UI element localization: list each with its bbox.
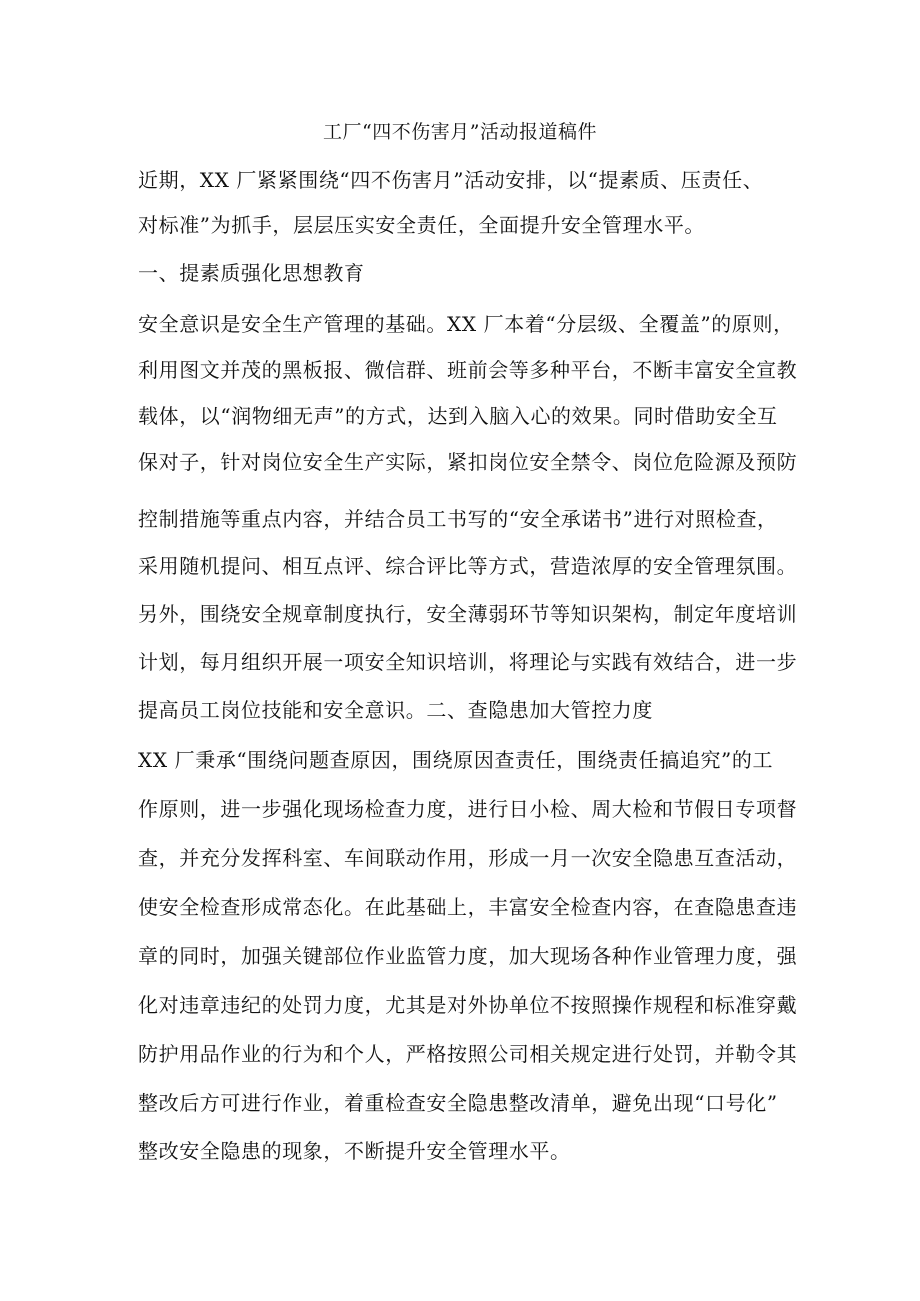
paragraph-line: 整改安全隐患的现象，不断提升安全管理水平。 bbox=[138, 1139, 571, 1163]
paragraph-line: 作原则，进一步强化现场检查力度，进行日小检、周大检和节假日专项督 bbox=[138, 797, 798, 821]
paragraph-line: 近期，XX 厂紧紧围绕“四不伤害月”活动安排，以“提素质、压责任、 bbox=[138, 168, 764, 192]
paragraph-line: 采用随机提问、相互点评、综合评比等方式，营造浓厚的安全管理氛围。 bbox=[138, 554, 798, 578]
paragraph-line: 载体，以“润物细无声”的方式，达到入脑入心的效果。同时借助安全互 bbox=[138, 404, 778, 428]
paragraph-line: 安全意识是安全生产管理的基础。XX 厂本着“分层级、全覆盖”的原则， bbox=[138, 312, 794, 336]
paragraph-line: 章的同时，加强关键部位作业监管力度，加大现场各种作业管理力度，强 bbox=[138, 944, 798, 968]
paragraph-line: 保对子，针对岗位安全生产实际，紧扣岗位安全禁令、岗位危险源及预防 bbox=[138, 450, 798, 474]
paragraph-line: 使安全检查形成常态化。在此基础上，丰富安全检查内容，在查隐患查违 bbox=[138, 895, 798, 919]
paragraph-line: 控制措施等重点内容，并结合员工书写的“安全承诺书”进行对照检查， bbox=[138, 507, 778, 531]
paragraph-line: 计划，每月组织开展一项安全知识培训，将理论与实践有效结合，进一步 bbox=[138, 650, 798, 674]
paragraph-line: 利用图文并茂的黑板报、微信群、班前会等多种平台，不断丰富安全宣教 bbox=[138, 358, 798, 382]
paragraph-line: 对标准”为抓手，层层压实安全责任，全面提升安全管理水平。 bbox=[138, 213, 706, 237]
paragraph-line: 化对违章违纪的处罚力度，尤其是对外协单位不按照操作规程和标准穿戴 bbox=[138, 993, 798, 1017]
document-title: 工厂“四不伤害月”活动报道稿件 bbox=[323, 121, 597, 143]
paragraph-line: XX 厂秉承“围绕问题查原因，围绕原因查责任，围绕责任搞追究”的工 bbox=[138, 748, 774, 772]
paragraph-line: 查，并充分发挥科室、车间联动作用，形成一月一次安全隐患互查活动， bbox=[138, 846, 798, 870]
paragraph-line: 整改后方可进行作业，着重检查安全隐患整改清单，避免出现“口号化” bbox=[138, 1091, 778, 1115]
paragraph-line: 另外，围绕安全规章制度执行，安全薄弱环节等知识架构，制定年度培训 bbox=[138, 602, 798, 626]
paragraph-line: 提高员工岗位技能和安全意识。二、查隐患加大管控力度 bbox=[138, 698, 653, 722]
paragraph-line: 防护用品作业的行为和个人，严格按照公司相关规定进行处罚，并勒令其 bbox=[138, 1042, 798, 1066]
section-heading: 一、提素质强化思想教育 bbox=[138, 261, 365, 285]
